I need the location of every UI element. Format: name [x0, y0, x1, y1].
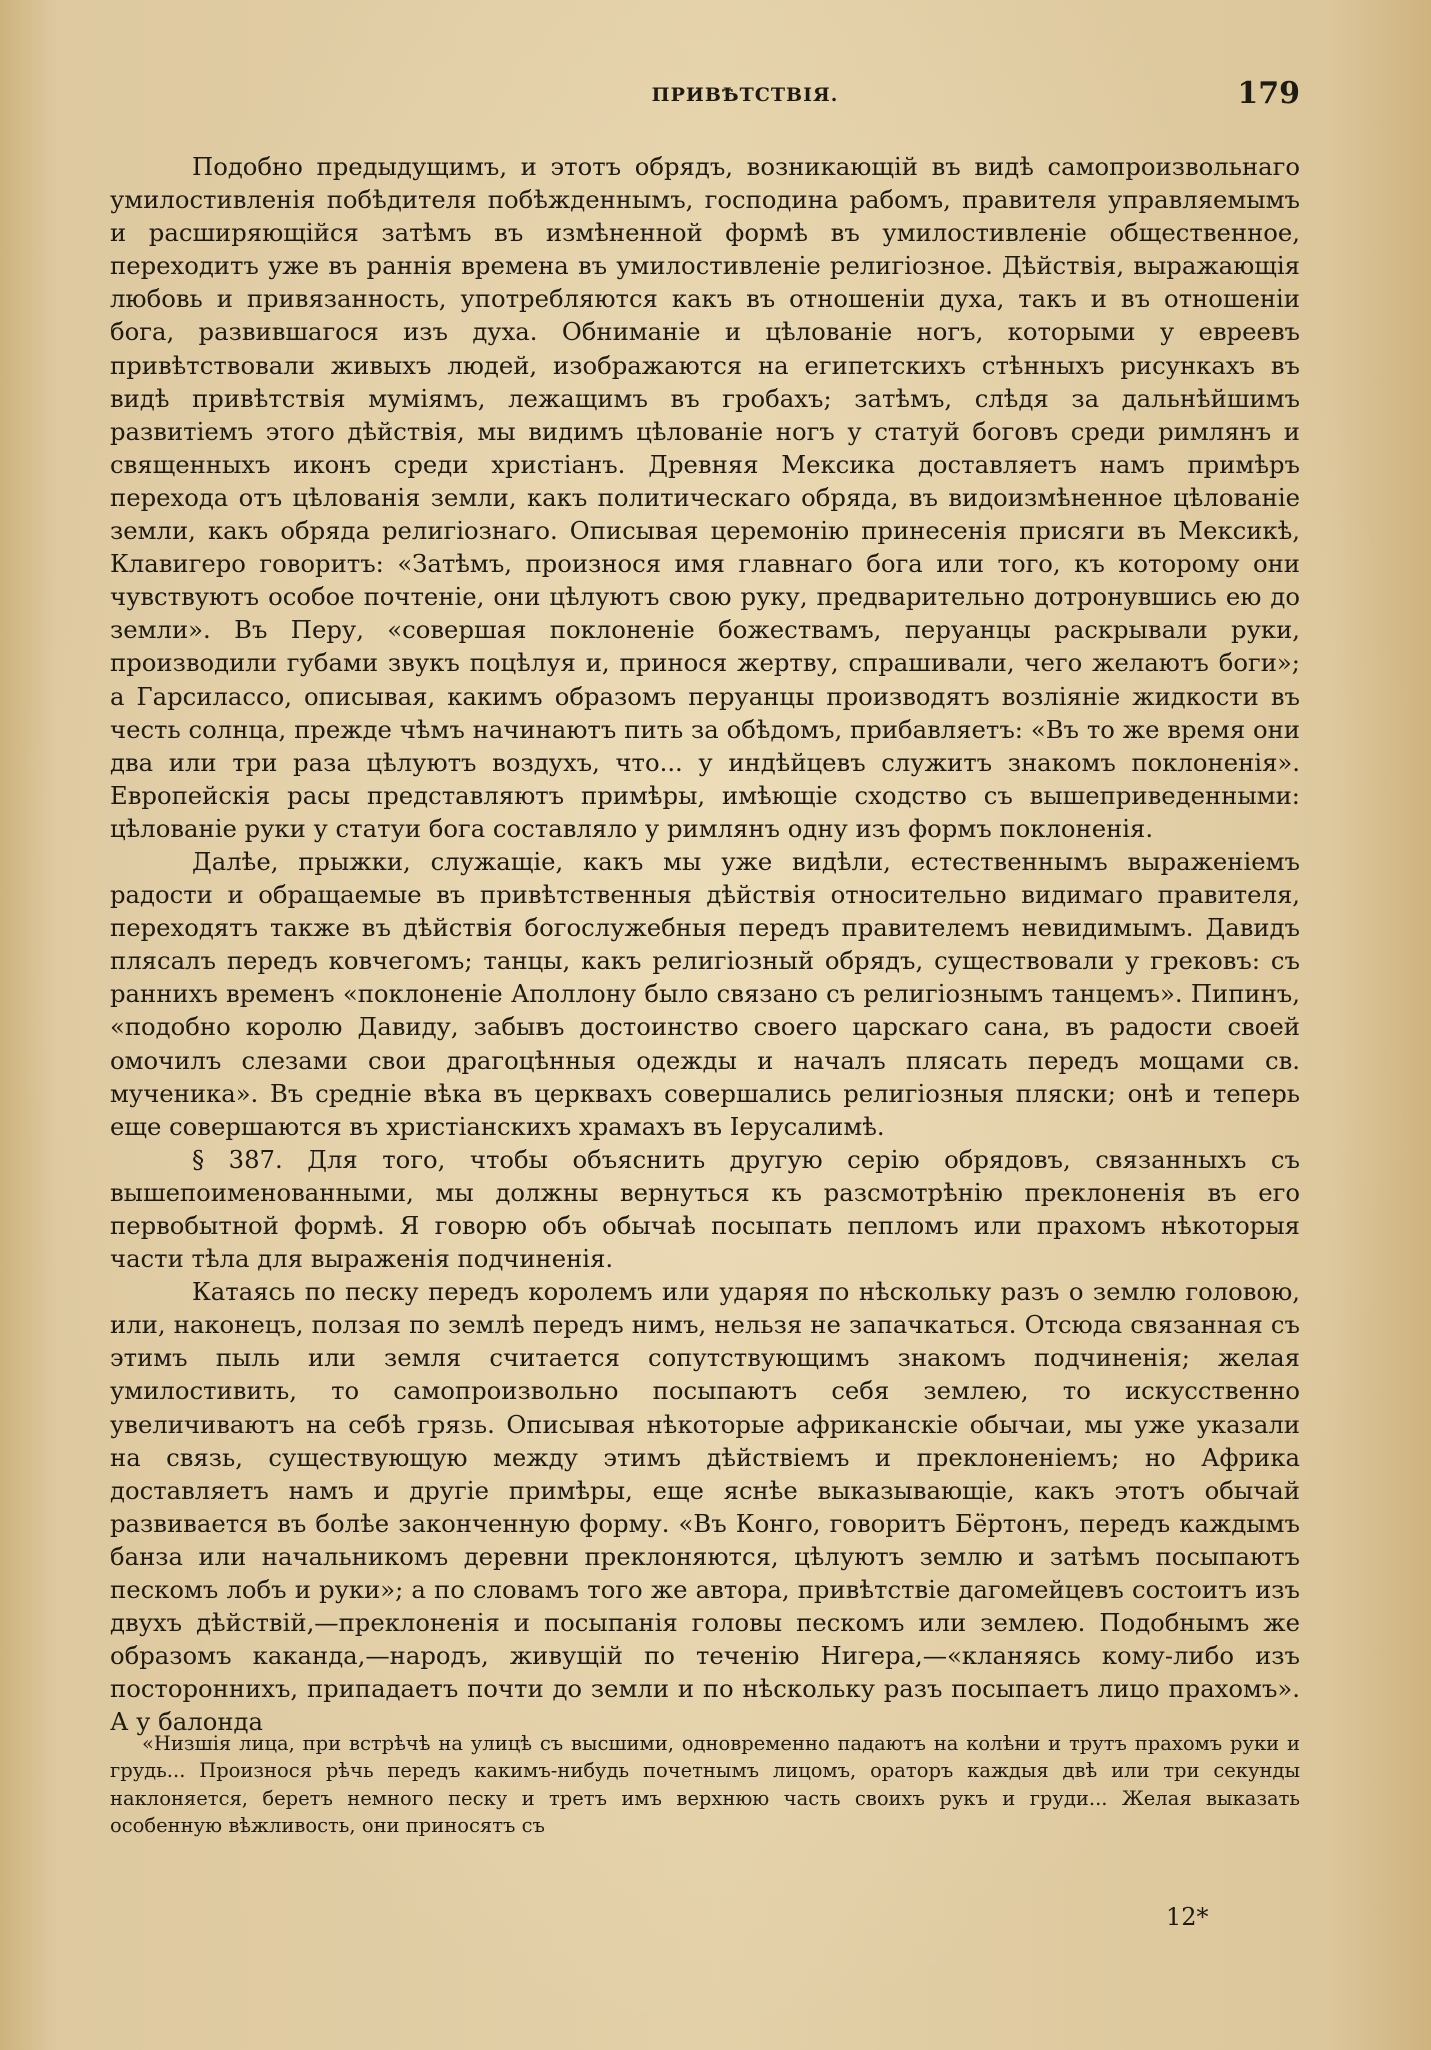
- paragraph: § 387. Для того, чтобы объяснить другую серію обрядовъ, связанныхъ съ вышепоименованными, мы должны вернуться къ разсмотрѣнію преклоненія въ его первобытной формѣ. Я говорю объ обычаѣ посыпать пепломъ или прахомъ нѣкоторыя части тѣла для выраженія подчиненія.: [110, 1144, 1300, 1274]
- page-number: 179: [1237, 76, 1300, 111]
- main-text: [110, 150, 1300, 1739]
- paragraph: Катаясь по песку передъ королемъ или ударяя по нѣскольку разъ о землю головою, или, наконецъ, ползая по землѣ передъ нимъ, нельзя не запачкаться. Отсюда связанная съ этимъ пыль или земля считается сопутствующимъ знакомъ подчиненія; желая умилостивить, то самопроизвольно посыпаютъ себя землею, то искусственно увеличиваютъ на себѣ грязь. Описывая нѣкоторые африканскіе обычаи, мы уже указали на связь, существующую между этимъ дѣйствіемъ и преклоненіемъ; но Африка доставляетъ намъ и другіе примѣры, еще яснѣе выказывающіе, какъ этотъ обычай развивается въ болѣе законченную форму. «Въ Конго, говоритъ Бёртонъ, передъ каждымъ банза или начальникомъ деревни преклоняются, цѣлуютъ землю и затѣмъ посыпаютъ пескомъ лобъ и руки»; а по словамъ того же автора, привѣтствіе дагомейцевъ состоитъ изъ двухъ дѣйствій,—преклоненія и посыпанія головы пескомъ или землею. Подобнымъ же образомъ каканда,—народъ, живущій по теченію Нигера,—«кланяясь кому-либо изъ постороннихъ, припадаетъ почти до земли и по нѣскольку разъ посыпаетъ лицо прахомъ». А у балонда: [110, 1277, 1300, 1737]
- footnote-text: «Низшія лица, при встрѣчѣ на улицѣ съ высшими, одновременно падаютъ на колѣни и трутъ прахомъ руки и грудь... Произнося рѣчь передъ какимъ-нибудь почетнымъ лицомъ, ораторъ каждыя двѣ или три секунды наклоняется, беретъ немного песку и третъ имъ верхнюю часть своихъ рукъ и груди... Желая выказать особенную вѣжливость, они приносятъ съ: [110, 1732, 1300, 1838]
- paragraph: Далѣе, прыжки, служащіе, какъ мы уже видѣли, естественнымъ выраженіемъ радости и обращаемые въ привѣтственныя дѣйствія относительно видимаго правителя, переходятъ также въ дѣйствія богослужебныя передъ правителемъ невидимымъ. Давидъ плясалъ передъ ковчегомъ; танцы, какъ религіозный обрядъ, существовали у грековъ: съ раннихъ временъ «поклоненіе Аполлону было связано съ религіознымъ танцемъ». Пипинъ, «подобно королю Давиду, забывъ достоинство своего царскаго сана, въ радости своей омочилъ слезами свои драгоцѣнныя одежды и началъ плясать передъ мощами св. мученика». Въ средніе вѣка въ церквахъ совершались религіозныя пляски; онѣ и теперь еще совершаются въ христіанскихъ храмахъ въ Іерусалимѣ.: [110, 846, 1300, 1141]
- page-header: [190, 76, 1300, 120]
- footnote-quote: [110, 1730, 1300, 1840]
- printer-signature-mark: 12*: [1166, 1903, 1209, 1931]
- paragraph: Подобно предыдущимъ, и этотъ обрядъ, возникающій въ видѣ самопроизвольнаго умилостивленія побѣдителя побѣжденнымъ, господина рабомъ, правителя управляемымъ и расширяющійся затѣмъ въ измѣненной формѣ въ умилостивленіе общественное, переходитъ уже въ раннія времена въ умилостивленіе религіозное. Дѣйствія, выражающія любовь и привязанность, употребляются какъ въ отношеніи духа, такъ и въ отношеніи бога, развившагося изъ духа. Обниманіе и цѣлованіе ногъ, которыми у евреевъ привѣтствовали живыхъ людей, изображаются на египетскихъ стѣнныхъ рисункахъ въ видѣ привѣтствія муміямъ, лежащимъ въ гробахъ; затѣмъ, слѣдя за дальнѣйшимъ развитіемъ этого дѣйствія, мы видимъ цѣлованіе ногъ у статуй боговъ среди римлянъ и священныхъ иконъ среди христіанъ. Древняя Мексика доставляетъ намъ примѣръ перехода отъ цѣлованія земли, какъ политическаго обряда, въ видоизмѣненное цѣлованіе земли, какъ обряда религіознаго. Описывая церемонію принесенія присяги въ Мексикѣ, Клавигеро говоритъ: «Затѣмъ, произнося имя главнаго бога или того, къ которому они чувствуютъ особое почтеніе, они цѣлуютъ свою руку, предварительно дотронувшись ею до земли». Въ Перу, «совершая поклоненіе божествамъ, перуанцы раскрывали руки, производили губами звукъ поцѣлуя и, принося жертву, спрашивали, чего желаютъ боги»; а Гарсилассо, описывая, какимъ образомъ перуанцы производятъ возліяніе жидкости въ честь солнца, прежде чѣмъ начинаютъ пить за обѣдомъ, прибавляетъ: «Въ то же время они два или три раза цѣлуютъ воздухъ, что... у индѣйцевъ служитъ знакомъ поклоненія». Европейскія расы представляютъ примѣры, имѣющіе сходство съ вышеприведенными: цѣлованіе руки у статуи бога составляло у римлянъ одну изъ формъ поклоненія.: [110, 152, 1300, 843]
- running-title: ПРИВѢТСТВІЯ.: [651, 84, 839, 106]
